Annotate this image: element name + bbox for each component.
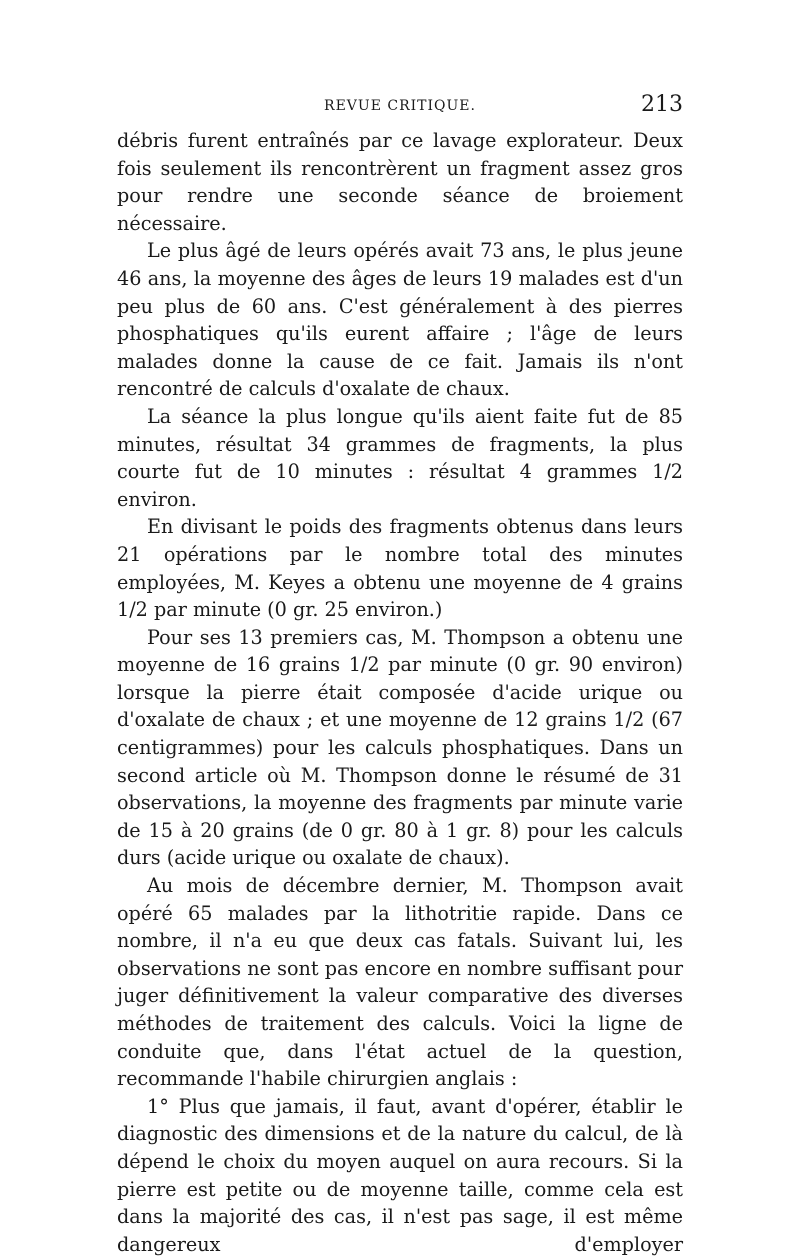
paragraph-keyes-average: En divisant le poids des fragments obtenus dans leurs 21 opérations par le nombre total des minutes employées, M. Keyes a obtenu une moyenne de 4 grains 1/2 par minute (0 gr. 25 environ.): [117, 515, 683, 622]
paragraph-session-length: La séance la plus longue qu'ils aient faite fut de 85 minutes, résultat 34 grammes de fragments, la plus courte fut de 10 minutes : résultat 4 grammes 1/2 environ.: [117, 404, 683, 511]
paragraph-recommendation-1: 1° Plus que jamais, il faut, avant d'opérer, établir le diagnostic des dimensions et de la nature du calcul, de là dépend le choix du moyen auquel on aura recours. Si la pierre est petite ou de moyenne taille, comme cela est dans la majorité des cas, il n'est pas sage, il est même dangereux d'employer: [117, 1094, 683, 1256]
running-head: [117, 92, 683, 122]
paragraph-ages: Le plus âgé de leurs opérés avait 73 ans, le plus jeune 46 ans, la moyenne des âges de leurs 19 malades est d'un peu plus de 60 ans. C'est généralement à des pierres phosphatiques qu'ils eurent affaire ; l'âge de leurs malades donne la cause de ce fait. Jamais ils n'ont rencontré de calculs d'oxalate de chaux.: [117, 239, 683, 401]
paragraph-thompson-average: Pour ses 13 premiers cas, M. Thompson a obtenu une moyenne de 16 grains 1/2 par minute (0 gr. 90 environ) lorsque la pierre était composée d'acide urique ou d'oxalate de chaux ; et une moyenne de 12 grains 1/2 (67 centigrammes) pour les calculs phosphatiques. Dans un second article où M. Thompson donne le résumé de 31 observations, la moyenne des fragments par minute varie de 15 à 20 grains (de 0 gr. 80 à 1 gr. 8) pour les calculs durs (acide urique ou oxalate de chaux).: [117, 625, 683, 870]
paragraph-continuation: débris furent entraînés par ce lavage explorateur. Deux fois seulement ils rencontrèrent un fragment assez gros pour rendre une seconde séance de broiement nécessaire.: [117, 129, 683, 235]
paragraph-thompson-cases: Au mois de décembre dernier, M. Thompson avait opéré 65 malades par la lithotritie rapide. Dans ce nombre, il n'a eu que deux cas fatals. Suivant lui, les observations ne sont pas encore en nombre suffisant pour juger définitivement la valeur comparative des diverses méthodes de traitement des calculs. Voici la ligne de conduite que, dans l'état actuel de la question, recommande l'habile chirurgien anglais :: [117, 874, 683, 1091]
page-number: 213: [641, 92, 683, 117]
body-text: [117, 127, 683, 1258]
running-title: REVUE CRITIQUE.: [324, 98, 476, 114]
